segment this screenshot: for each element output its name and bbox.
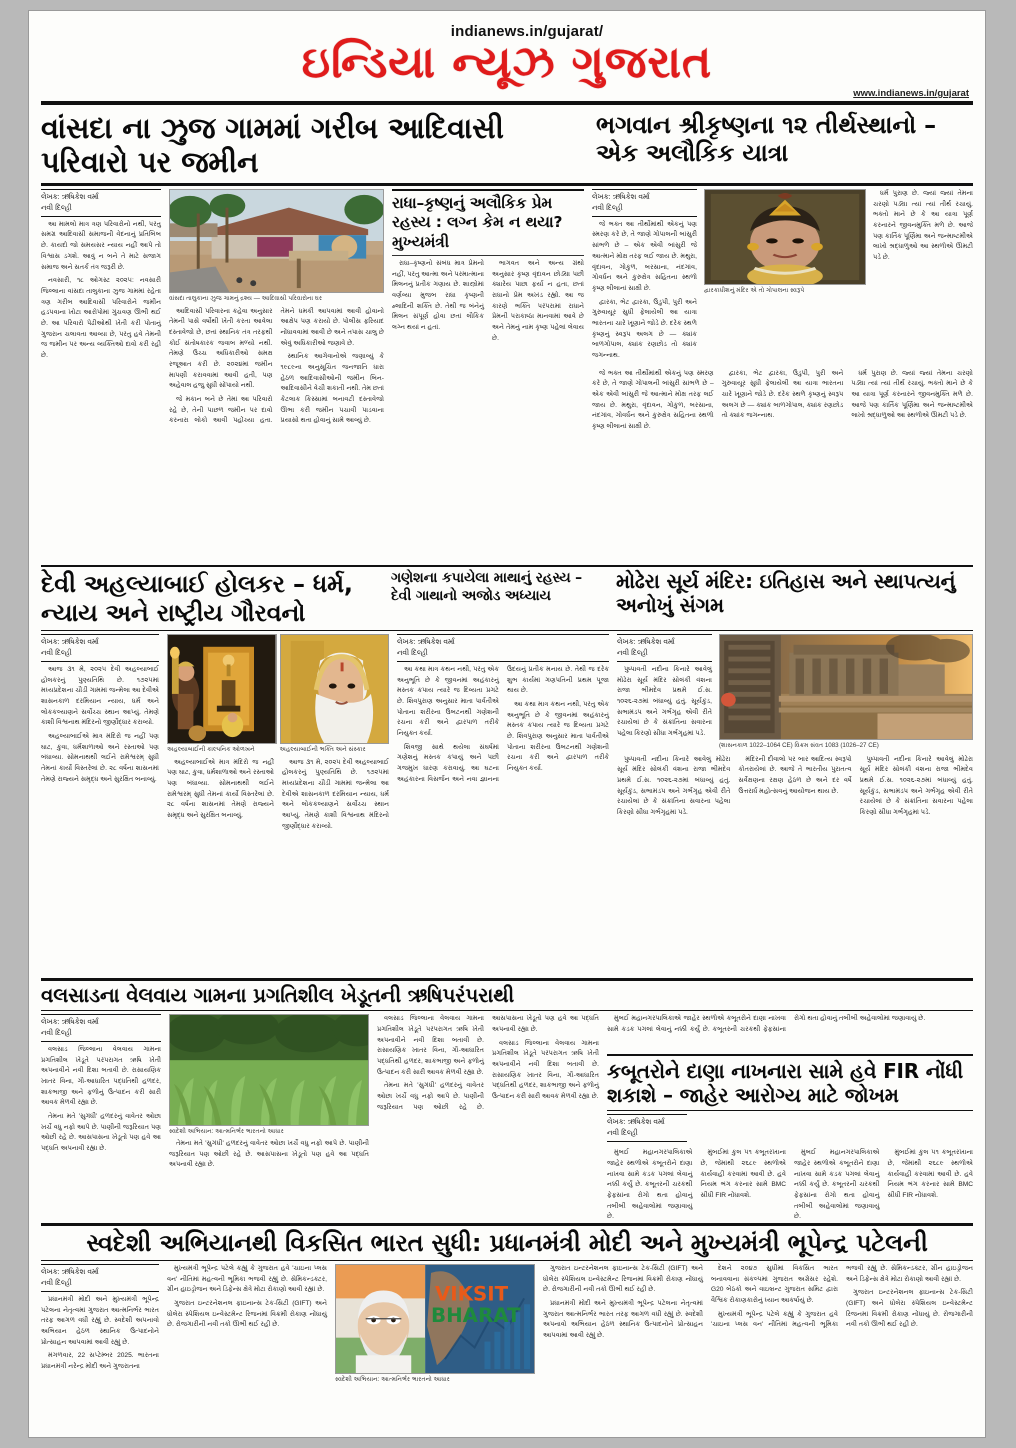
row1-divider xyxy=(41,183,973,186)
krishna12-text-4: જે ભક્ત આ તીર્થોમાંથી એકનું પણ સ્મરણ કરે છે, તે જાણે ગોપાલની બાંસુરી સાંભળે છે – એક એવી બાંસુરી જે આત્માને મોક્ષ તરફ લઈ જાય છે. મથુરા, વૃંદાવન, ગોકુળ, બરસાના, નંદગાંવ, ગોવર્ધન અને કુરુક્ષેત્ર સહિતના સ્થળો કૃષ્ણ લીલાનાં સાક્ષી છે. xyxy=(592,369,714,430)
swadeshi-col-1 xyxy=(41,1264,159,1444)
swadeshi-footer: મંગળવાર, 22 સપ્ટેમ્બર 2025. ભારતના પ્રધાનમંત્રી નરેન્દ્ર મોદી અને ગુજરાતના xyxy=(41,1352,159,1370)
headline-ahilya-story: દેવી અહલ્યાબાઈ હોલકર – ધર્મ, ન્યાય અને રાષ્ટ્રીય ગૌરવનો xyxy=(41,570,353,627)
row4-content xyxy=(41,1264,973,1444)
byline-farmer xyxy=(41,1014,161,1042)
swadeshi-text-2b: ગુજરાત ઇન્ટરનેશનલ ફાઇનાન્સ ટેક-સિટી (GIFT) અને ધોલેરા સ્પેશિયલ ઇન્વેસ્ટમેન્ટ રિજનમાં વિક્રમી રોકાણ નોંધાયું છે. રોજગારીની નવી તકો ઊભી થઈ રહી છે. xyxy=(167,1299,327,1329)
swadeshi-text-5: મુખ્યમંત્રી ભૂપેન્દ્ર પટેલે કહ્યું કે ગુજરાત હવે 'ચાઇના પ્લસ વન' નીતિમાં મહત્વની ભૂમિકા ભજવી રહ્યું છે. સેમિકન્ડક્ટર, ગ્રીન હાઇડ્રોજન અને ડિફેન્સ ક્ષેત્રે મોટા રોકાણો આવી રહ્યાં છે. xyxy=(711,1264,973,1329)
byline-ganesh xyxy=(397,634,609,662)
headline-swadeshi-story: સ્વદેશી અભિયાનથી વિકસિત ભારત સુધી: પ્રધાનમંત્રી મોદી અને મુખ્યમંત્રી ભૂપેન્દ્ર પટેલની xyxy=(86,1228,928,1257)
farmer-text-5: વલસાડ જિલ્લાના વેલવાય ગામના પ્રગતિશીલ ખેડૂતે પરંપરાગત ઋષિ ખેતી અપનાવીને નવી દિશા બતાવી છે. રાસાયણિક ખાતર વિના, ગૌ-આધારિત પદ્ધતિથી હળદર, શાકભાજી અને ફળોનું ઉત્પાદન કરી સારી આવક મેળવી રહ્યા છે. xyxy=(492,1039,599,1100)
ganesh-text-1: આ કથા માત્ર કથન નથી, પરંતુ એક અનુભૂતિ છે કે જીવનમાં અહંકારનું મસ્તક કપાય ત્યારે જ દિવ્યતા પ્રગટે છે. શિવપુરાણ અનુસાર માતા પાર્વતીએ પોતાના શરીરના ઉબટનથી ગણેશની રચના કરી અને દ્વારપાળ તરીકે નિયુક્ત કર્યા. xyxy=(397,665,499,737)
masthead xyxy=(41,19,973,97)
row2-top-divider xyxy=(41,565,973,568)
byline-land xyxy=(41,189,161,217)
photo-modhera-temple xyxy=(719,634,973,740)
byline-place: નવી દિલ્હી xyxy=(41,202,72,212)
farmer-col-2 xyxy=(169,1014,369,1219)
byline-place-8: નવી દિલ્હી xyxy=(41,1277,72,1287)
headline-radha-story: રાધા–કૃષ્ણનું અલૌકિક પ્રેમ રહસ્ય : લગ્ન કેમ ન થયા?મુખ્યમંત્રી xyxy=(392,189,584,252)
land-text-1b: નવસારી, ૧૮ ઓગસ્ટ ૨૦૨૫: નવસારી જિલ્લાના વાંસદા તાલુકાના ઝુજ ગામમાં રહેતા ત્રણ ગરીબ આદિવાસી પરિવારોને જમીન હડપવાના ખોટા આરોપોમાં ગુંચવણ ઊભી થઈ છે. આ પરિવારો પેઢીઓથી ખેતી કરી પોતાનું ગુજરાન ચલાવતા આવ્યા છે, પરંતુ હવે તેમની જ જમીન પર અન્ય વ્યક્તિઓ દાવો કરી રહી છે. xyxy=(41,277,161,359)
photo-ahilyabai-portrait xyxy=(280,634,390,744)
modhera-text-4: પુષ્પાવતી નદીના કિનારે આવેલું મોઢેરા સૂર્ય મંદિર સોલંકી વંશના રાજા ભીમદેવ પ્રથમે ઈ.સ. ૧૦૨૬-૨૭માં બંધાવ્યું હતું. સૂર્યકુંડ, સભામંડપ અને ગર્ભગૃહ એવી રીતે રચાયેલાં છે કે સંક્રાંતિના સવારના પહેલા કિરણો સીધા ગર્ભગૃહમાં પડે. xyxy=(859,755,973,817)
svg-text:BHARAT: BHARAT xyxy=(431,1303,521,1327)
masthead-brand-title: ઇન્ડિયા ન્યૂઝ ગુજરાત xyxy=(301,37,713,88)
pigeon-text-4: મુંબઈમાં કુલ ૫૧ કબૂતરખાના છે, જેમાંથી ૨૬૮૯ સ્થળોએ કાર્યવાહી કરવામાં આવી છે. હવે નિયમ ભંગ કરનાર સામે BMC સીધી FIR નોંધાવશે. xyxy=(887,1149,973,1199)
row4-divider xyxy=(41,1260,973,1261)
swadeshi-text-1: પ્રધાનમંત્રી મોદી અને મુખ્યમંત્રી ભૂપેન્દ્ર પટેલના નેતૃત્વમાં ગુજરાત આત્મનિર્ભર ભારત તરફ આગળ વધી રહ્યું છે. સ્વદેશી અપનાવો અભિયાન હેઠળ સ્થાનિક ઉત્પાદનોને પ્રોત્સાહન આપવામાં આવી રહ્યું છે. xyxy=(41,1295,159,1346)
radha-divider xyxy=(392,255,584,256)
swadeshi-text-4: દેશને ૨૦૪૭ સુધીમાં વિકસિત ભારત બનાવવાના સંકલ્પમાં ગુજરાત અગ્રેસર રહેશે. G20 બેઠકો અને વાઇબ્રન્ટ ગુજરાત સમિટ દ્વારા વૈશ્વિક રોકાણકારોનું ધ્યાન આકર્ષાયું છે. xyxy=(711,1264,838,1304)
caption-turmeric-field: સ્વદેશી અભિયાન: આત્મનિર્ભર ભારતનો આધાર xyxy=(169,1128,284,1136)
byline-author: લેખક: ઋષિકેશ વર્મા xyxy=(41,191,99,201)
headline-modhera-story: મોઢેરા સૂર્ય મંદિર: ઇતિહાસ અને સ્થાપત્યનું અનોખું સંગમ xyxy=(616,569,956,618)
caption-modhera-temple: (શાસનકાળ 1022–1064 CE) વિક્રમ સંવત 1083 (1026–27 CE) xyxy=(719,742,879,750)
krishna12-story xyxy=(592,189,973,561)
swadeshi-text-2: મુખ્યમંત્રી ભૂપેન્દ્ર પટેલે કહ્યું કે ગુજરાત હવે 'ચાઇના પ્લસ વન' નીતિમાં મહત્વની ભૂમિકા ભજવી રહ્યું છે. સેમિકન્ડક્ટર, ગ્રીન હાઇડ્રોજન અને ડિફેન્સ ક્ષેત્રે મોટા રોકાણો આવી રહ્યાં છે. xyxy=(167,1264,327,1294)
radha-story xyxy=(392,189,584,561)
row3-content xyxy=(41,1014,973,1219)
modhera-text-2: પુષ્પાવતી નદીના કિનારે આવેલું મોઢેરા સૂર્ય મંદિર સોલંકી વંશના રાજા ભીમદેવ પ્રથમે ઈ.સ. ૧૦૨૬-૨૭માં બંધાવ્યું હતું. સૂર્યકુંડ, સભામંડપ અને ગર્ભગૃહ એવી રીતે રચાયેલાં છે કે સંક્રાંતિના સવારના પહેલા કિરણો સીધા ગર્ભગૃહમાં પડે. xyxy=(617,755,731,817)
byline-author-8: લેખક: ઋષિકેશ વર્મા xyxy=(41,1266,99,1276)
row4-top-divider xyxy=(41,1223,973,1226)
modhera-text-3: મંદિરની દીવાલો પર બાર આદિત્ય સ્વરૂપો કોતરાયેલાં છે. આજે તે ભારતીય પુરાતત્વ સર્વેક્ષણના રક્ષણ હેઠળ છે અને દર વર્ષે ઉત્તરાર્ધ મહોત્સવનું આયોજન થાય છે. xyxy=(738,755,852,795)
photo-turmeric-field xyxy=(169,1014,369,1126)
ganesh-text-3: આ કથા માત્ર કથન નથી, પરંતુ એક અનુભૂતિ છે કે જીવનમાં અહંકારનું મસ્તક કપાય ત્યારે જ દિવ્યતા પ્રગટે છે. શિવપુરાણ અનુસાર માતા પાર્વતીએ પોતાના શરીરના ઉબટનથી ગણેશની રચના કરી અને દ્વારપાળ તરીકે નિયુક્ત કર્યા. xyxy=(507,700,609,772)
krishna12-text-2: દ્વારકા, ભેટ દ્વારકા, ઉડુપી, પુરી અને ગુરુવાયૂર સુધી ફેલાયેલી આ યાત્રા ભારતના ચારે ખૂણાને જોડે છે. દરેક સ્થળે કૃષ્ણનું સ્વરૂપ અલગ છે — ક્યાંક બાળગોપાલ, ક્યાંક રણછોડ તો ક્યાંક જગન્નાથ. xyxy=(592,298,697,359)
headline-ganesh-story: ગણેશના કપાયેલા માથાનું રહસ્ય – દેવી ગાથાનો અજોડ અધ્યાય xyxy=(391,570,582,604)
byline-place-5: નવી દિલ્હી xyxy=(617,648,648,657)
pigeon-story xyxy=(607,1014,973,1219)
pigeon-text-3: મુંબઈ મહાનગરપાલિકાએ જાહેર સ્થળોએ કબૂતરોને દાણા નાખવા સામે કડક પગલાં લેવાનું નક્કી કર્યું છે. કબૂતરની ચરકથી ફેફસાંના રોગો થતા હોવાનું તબીબી અહેવાલોમાં જણાવાયું છે. xyxy=(794,1149,880,1221)
krishna12-text-5: દ્વારકા, ભેટ દ્વારકા, ઉડુપી, પુરી અને ગુરુવાયૂર સુધી ફેલાયેલી આ યાત્રા ભારતના ચારે ખૂણાને જોડે છે. દરેક સ્થળે કૃષ્ણનું સ્વરૂપ અલગ છે — ક્યાંક બાળગોપાલ, ક્યાંક રણછોડ તો ક્યાંક જગન્નાથ. xyxy=(721,369,844,420)
byline-krishna12 xyxy=(592,189,697,217)
byline-place-6: નવી દિલ્હી xyxy=(41,1028,72,1038)
byline-author-4: લેખક: ઋષિકેશ વર્મા xyxy=(397,637,455,647)
byline-author-5: લેખક: ઋષિકેશ વર્મા xyxy=(617,637,675,647)
land-text-3: જે મકાન બને છે તેમાં આ પરિવારો રહે છે, તેની પાછળ જમીન પર દાવો કરનારા લોકો આવી પહોંચ્યા હતા. તેમને ધમકી આપવામાં આવી હોવાનો આક્ષેપ પણ કરાયો છે. પોલીસ ફરિયાદ નોંધાવવામાં આવી છે અને તપાસ ચાલુ છે એવું અધિકારીઓ જણાવે છે. xyxy=(169,307,384,425)
swadeshi-col-4 xyxy=(543,1264,703,1444)
byline-author-7: લેખક: ઋષિકેશ વર્મા xyxy=(607,1117,665,1127)
farmer-text-4: તેમના મતે 'સુગંધી' હળદરનું વાવેતર ઓછા ખર્ચે વધુ નફો આપે છે. પાણીની જરૂરિયાત પણ ઓછી રહે છે. આસપાસના ખેડૂતો પણ હવે આ પદ્ધતિ અપનાવી રહ્યા છે. xyxy=(377,1015,599,1111)
swadeshi-text-6: ગુજરાત ઇન્ટરનેશનલ ફાઇનાન્સ ટેક-સિટી (GIFT) અને ધોલેરા સ્પેશિયલ ઇન્વેસ્ટમેન્ટ રિજનમાં વિક્રમી રોકાણ નોંધાયું છે. રોજગારીની નવી તકો ઊભી થઈ રહી છે. xyxy=(846,1289,973,1329)
farmer-col-3 xyxy=(377,1014,599,1219)
land-text-1a: આ મામલો માત્ર ત્રણ પરિવારોનો નથી, પરંતુ સમગ્ર આદિવાસી સમાજની વેદનાનું પ્રતિબિંબ છે. કાયદો જો સમયસર ન્યાય નહીં આપે તો વિશ્વાસ ડગશે. આવું ન બને તે માટે સજાગ સમાજ અને સતર્ક તંત્ર જરૂરી છે. xyxy=(41,220,161,271)
land-col-1 xyxy=(41,189,161,561)
newspaper-sheet xyxy=(28,10,986,1438)
headline-krishna12-story: ભગવાન શ્રીકૃષ્ણના ૧૨ તીર્થસ્થાનો – એક અલૌકિક યાત્રા xyxy=(596,111,936,168)
byline-modhera xyxy=(617,634,712,662)
byline-swadeshi xyxy=(41,1264,159,1292)
row3-divider xyxy=(41,1010,973,1011)
ahilya-col-1 xyxy=(41,634,159,974)
swadeshi-text-3: ગુજરાત ઇન્ટરનેશનલ ફાઇનાન્સ ટેક-સિટી (GIFT) અને ધોલેરા સ્પેશિયલ ઇન્વેસ્ટમેન્ટ રિજનમાં વિક્રમી રોકાણ નોંધાયું છે. રોજગારીની નવી તકો ઊભી થઈ રહી છે. xyxy=(543,1264,703,1294)
photo-ahilyabai-court xyxy=(167,634,277,744)
krishna12-text-6: ધર્મ પુરાણ છે. જ્યાં જ્યાં તેમના ચરણો પડ્યા ત્યાં ત્યાં તીર્થ રચાયું. ભક્તો માને છે કે આ યાત્રા પૂર્ણ કરનારને જીવનમુક્તિ મળે છે. આજે પણ કાર્તિક પૂર્ણિમા અને જન્માષ્ટમીએ લાખો શ્રદ્ધાળુઓ આ સ્થળોએ ઊમટી પડે છે. xyxy=(851,369,973,420)
masthead-url-top: indianews.in/gujarat/ xyxy=(450,23,604,40)
byline-place-4: નવી દિલ્હી xyxy=(397,648,428,657)
byline-ahilya xyxy=(41,634,159,662)
ahilya-text-1b: અહલ્યાબાઈએ માત્ર મંદિરો જ નહીં પણ ઘાટ, કુવા, ધર્મશાળાઓ અને રસ્તાઓ પણ બંધાવ્યા. સોમનાથથી લઈને રામેશ્વરમ્ સુધી તેમનાં કાર્યો વિસ્તરેલાં છે. ૨૮ વર્ષના શાસનમાં તેમણે રાજ્યને સમૃદ્ધ અને સુરક્ષિત બનાવ્યું. xyxy=(41,732,159,783)
modhera-story xyxy=(617,634,973,974)
farmer-text-1b: તેમના મતે 'સુગંધી' હળદરનું વાવેતર ઓછા ખર્ચે વધુ નફો આપે છે. પાણીની જરૂરિયાત પણ ઓછી રહે છે. આસપાસના ખેડૂતો પણ હવે આ પદ્ધતિ અપનાવી રહ્યા છે. xyxy=(41,1113,161,1153)
caption-village-house: વાંસદા તાલુકાના ઝુજ ગામનું દ્રશ્ય — આદિવાસી પરિવારોના ઘર xyxy=(169,294,323,302)
byline-pigeon xyxy=(607,1114,687,1142)
caption-ahilyabai-court: અહલ્યાબાઈની કાલ્પનિક ઓળખને xyxy=(167,746,255,754)
pigeon-text-1: મુંબઈ મહાનગરપાલિકાએ જાહેર સ્થળોએ કબૂતરોને દાણા નાખવા સામે કડક પગલાં લેવાનું નક્કી કર્યું છે. કબૂતરની ચરકથી ફેફસાંના રોગો થતા હોવાનું તબીબી અહેવાલોમાં જણાવાયું છે. xyxy=(607,1149,693,1221)
farmer-text-2: તેમના મતે 'સુગંધી' હળદરનું વાવેતર ઓછા ખર્ચે વધુ નફો આપે છે. પાણીની જરૂરિયાત પણ ઓછી રહે છે. આસપાસના ખેડૂતો પણ હવે આ પદ્ધતિ અપનાવી રહ્યા છે. xyxy=(169,1139,369,1169)
byline-place-2: નવી દિલ્હી xyxy=(592,202,623,212)
headline-pigeon-story: કબૂતરોને દાણા નાખનારા સામે હવે FIR નોંધી શકાશે – જાહેર આરોગ્ય માટે જોખમ xyxy=(607,1054,973,1107)
krishna12-text-3: ધર્મ પુરાણ છે. જ્યાં જ્યાં તેમના ચરણો પડ્યા ત્યાં ત્યાં તીર્થ રચાયું. ભક્તો માને છે કે આ યાત્રા પૂર્ણ કરનારને જીવનમુક્તિ મળે છે. આજે પણ કાર્તિક પૂર્ણિમા અને જન્માષ્ટમીએ લાખો શ્રદ્ધાળુઓ આ સ્થળોએ ઊમટી પડે છે. xyxy=(873,189,973,261)
masthead-url-right: www.indianews.in/gujarat xyxy=(853,88,969,99)
row2-divider xyxy=(41,630,973,631)
ahilya-text-1: આજ ૩૧ મે, ૨૦૨૫ દેવી અહલ્યાબાઈ હોલકરનું પુણ્યતિથિ છે. ૧૭૨૫માં મધ્યપ્રદેશના ચૌંડી ગામમાં જન્મેલા આ દેવીએ શાસનકાળ દરમિયાન ન્યાય, ધર્મ અને લોકકલ્યાણને સર્વોચ્ચ સ્થાન આપ્યું. તેમણે કાશી વિશ્વનાથ મંદિરનો જીર્ણોદ્ધાર કરાવ્યો. xyxy=(41,665,159,727)
farmer-text-1: વલસાડ જિલ્લાના વેલવાય ગામના પ્રગતિશીલ ખેડૂતે પરંપરાગત ઋષિ ખેતી અપનાવીને નવી દિશા બતાવી છે. રાસાયણિક ખાતર વિના, ગૌ-આધારિત પદ્ધતિથી હળદર, શાકભાજી અને ફળોનું ઉત્પાદન કરી સારી આવક મેળવી રહ્યા છે. xyxy=(41,1046,161,1107)
caption-krishna-portrait: દ્વારકાધીશનું મંદિર એ તો ગોપાલના સ્વરૂપે xyxy=(704,286,805,294)
ganesh-text-2: શિવજી સાથે થયેલા સંઘર્ષમાં ગણેશનું મસ્તક કપાયું અને પછી ગજમુખ ધારણ કરાવાયું. આ ઘટના અહંકારના વિસર્જન અને નવા જ્ઞાનના ઉદયનું પ્રતીક મનાય છે. તેથી જ દરેક શુભ કાર્યમાં ગણપતિની પ્રથમ પૂજા થાય છે. xyxy=(397,665,609,783)
pigeon-lead-text: મુંબઈ મહાનગરપાલિકાએ જાહેર સ્થળોએ કબૂતરોને દાણા નાખવા સામે કડક પગલાં લેવાનું નક્કી કર્યું છે. કબૂતરની ચરકથી ફેફસાંના રોગો થતા હોવાનું તબીબી અહેવાલોમાં જણાવાયું છે. xyxy=(607,1015,926,1033)
photo-krishna-portrait xyxy=(704,189,866,285)
radha-text-1: રાધા–કૃષ્ણનો સંબંધ માત્ર પ્રેમનો નહીં, પરંતુ આત્મા અને પરમાત્માના મિલનનું પ્રતીક ગણાય છે. શાસ્ત્રોમાં વર્ણવ્યા મુજબ રાધા કૃષ્ણની હ્લાદિની શક્તિ છે. તેથી જ બંનેનું મિલન સંપૂર્ણ હોવા છતાં લૌકિક લગ્ન થયાં ન હતાં. xyxy=(392,260,484,332)
byline-author-2: લેખક: ઋષિકેશ વર્મા xyxy=(592,191,650,201)
byline-author-6: લેખક: ઋષિકેશ વર્મા xyxy=(41,1017,99,1027)
row1-content xyxy=(41,189,973,561)
pigeon-text-2: મુંબઈમાં કુલ ૫૧ કબૂતરખાના છે, જેમાંથી ૨૬૮૯ સ્થળોએ કાર્યવાહી કરવામાં આવી છે. હવે નિયમ ભંગ કરનાર સામે BMC સીધી FIR નોંધાવશે. xyxy=(700,1149,786,1199)
land-text-4: સ્થાનિક આગેવાનોએ જણાવ્યું કે ૧૯૮૯ના અનુસૂચિત જનજાતિ ધારા હેઠળ આદિવાસીઓની જમીન બિન-આદિવાસીને વેચી શકાતી નથી. તેમ છતાં કેટલાક કિસ્સામાં બનાવટી દસ્તાવેજો ઊભા કરી જમીન પચાવી પાડવાના પ્રયાસો થતા હોવાનું સામે આવ્યું છે. xyxy=(280,353,384,425)
photo-modi-viksit-bharat xyxy=(335,1264,535,1374)
byline-place-7: નવી દિલ્હી xyxy=(607,1128,638,1138)
masthead-divider xyxy=(41,101,973,105)
land-col-2 xyxy=(169,189,384,561)
ganesh-story xyxy=(397,634,609,974)
pigeon-divider xyxy=(607,1110,973,1111)
swadeshi-col-5 xyxy=(711,1264,973,1444)
row2-content xyxy=(41,634,973,974)
ahilya-col-2 xyxy=(167,634,389,974)
radha-text-2: ભાગવત અને અન્ય ગ્રંથો અનુસાર કૃષ્ણ વૃંદાવન છોડ્યા પછી ક્યારેય પાછા ફર્યા ન હતા, છતાં રાધાનો પ્રેમ અખંડ રહ્યો. આ જ કારણે ભક્તિ પરંપરામાં રાધાને પ્રેમની પરાકાષ્ઠા માનવામાં આવે છે અને તેમનું નામ કૃષ્ણ પહેલાં લેવાય છે. xyxy=(492,260,584,342)
krishna12-text-1: જે ભક્ત આ તીર્થોમાંથી એકનું પણ સ્મરણ કરે છે, તે જાણે ગોપાલની બાંસુરી સાંભળે છે – એક એવી બાંસુરી જે આત્માને મોક્ષ તરફ લઈ જાય છે. મથુરા, વૃંદાવન, ગોકુળ, બરસાના, નંદગાંવ, ગોવર્ધન અને કુરુક્ષેત્ર સહિતના સ્થળો કૃષ્ણ લીલાનાં સાક્ષી છે. xyxy=(592,220,697,292)
land-text-2: આદિવાસી પરિવારના કહેવા અનુસાર તેમની પાસે વર્ષોથી ખેતી કરતા આવેલા દસ્તાવેજો છે, છતાં સ્થાનિક તંત્ર તરફથી કોઈ સંતોષકારક જવાબ મળ્યો નથી. તેમણે ઉચ્ચ અધિકારીઓ સમક્ષ રજૂઆત કરી છે. ૨૦૨૪માં જમીન માપણી કરાવવામાં આવી હતી, પણ અહેવાલ હજુ સુધી સોંપાયો નથી. xyxy=(169,307,273,390)
byline-place-3: નવી દિલ્હી xyxy=(41,648,72,657)
caption-modi-image: સ્વદેશી અભિયાન: આત્મનિર્ભર ભારતનો આધાર xyxy=(335,1375,450,1383)
ahilya-text-2: અહલ્યાબાઈએ માત્ર મંદિરો જ નહીં પણ ઘાટ, કુવા, ધર્મશાળાઓ અને રસ્તાઓ પણ બંધાવ્યા. સોમનાથથી લઈને રામેશ્વરમ્ સુધી તેમનાં કાર્યો વિસ્તરેલાં છે. ૨૮ વર્ષના શાસનમાં તેમણે રાજ્યને સમૃદ્ધ અને સુરક્ષિત બનાવ્યું. xyxy=(167,758,274,820)
farmer-text-3: વલસાડ જિલ્લાના વેલવાય ગામના પ્રગતિશીલ ખેડૂતે પરંપરાગત ઋષિ ખેતી અપનાવીને નવી દિશા બતાવી છે. રાસાયણિક ખાતર વિના, ગૌ-આધારિત પદ્ધતિથી હળદર, શાકભાજી અને ફળોનું ઉત્પાદન કરી સારી આવક મેળવી રહ્યા છે. xyxy=(377,1015,484,1076)
headline-farmer-story: વલસાડના વેલવાય ગામના પ્રગતિશીલ ખેડૂતની ઋષિપરંપરાથી xyxy=(41,982,515,1007)
swadeshi-col-2 xyxy=(167,1264,327,1444)
farmer-col-1 xyxy=(41,1014,161,1219)
swadeshi-text-3b: પ્રધાનમંત્રી મોદી અને મુખ્યમંત્રી ભૂપેન્દ્ર પટેલના નેતૃત્વમાં ગુજરાત આત્મનિર્ભર ભારત તરફ આગળ વધી રહ્યું છે. સ્વદેશી અપનાવો અભિયાન હેઠળ સ્થાનિક ઉત્પાદનોને પ્રોત્સાહન આપવામાં આવી રહ્યું છે. xyxy=(543,1299,703,1339)
photo-village-house xyxy=(169,189,384,293)
row3-top-divider xyxy=(41,978,973,981)
svg-text:VIKSIT: VIKSIT xyxy=(435,1282,509,1306)
swadeshi-col-3 xyxy=(335,1264,535,1444)
caption-ahilyabai-portrait: અહલ્યાબાઈની ભક્તિ અને સંસ્કાર xyxy=(279,746,366,754)
headline-land-story: વાંસદા ના ઝુજ ગામમાં ગરીબ આદિવાસી પરિવારો પર જમીન xyxy=(41,111,504,180)
modhera-text-1: પુષ્પાવતી નદીના કિનારે આવેલું મોઢેરા સૂર્ય મંદિર સોલંકી વંશના રાજા ભીમદેવ પ્રથમે ઈ.સ. ૧૦૨૬-૨૭માં બંધાવ્યું હતું. સૂર્યકુંડ, સભામંડપ અને ગર્ભગૃહ એવી રીતે રચાયેલાં છે કે સંક્રાંતિના સવારના પહેલા કિરણો સીધા ગર્ભગૃહમાં પડે. xyxy=(617,665,712,737)
ahilya-text-3: આજ ૩૧ મે, ૨૦૨૫ દેવી અહલ્યાબાઈ હોલકરનું પુણ્યતિથિ છે. ૧૭૨૫માં મધ્યપ્રદેશના ચૌંડી ગામમાં જન્મેલા આ દેવીએ શાસનકાળ દરમિયાન ન્યાય, ધર્મ અને લોકકલ્યાણને સર્વોચ્ચ સ્થાન આપ્યું. તેમણે કાશી વિશ્વનાથ મંદિરનો જીર્ણોદ્ધાર કરાવ્યો. xyxy=(282,758,389,830)
byline-author-3: લેખક: ઋષિકેશ વર્મા xyxy=(41,637,99,647)
